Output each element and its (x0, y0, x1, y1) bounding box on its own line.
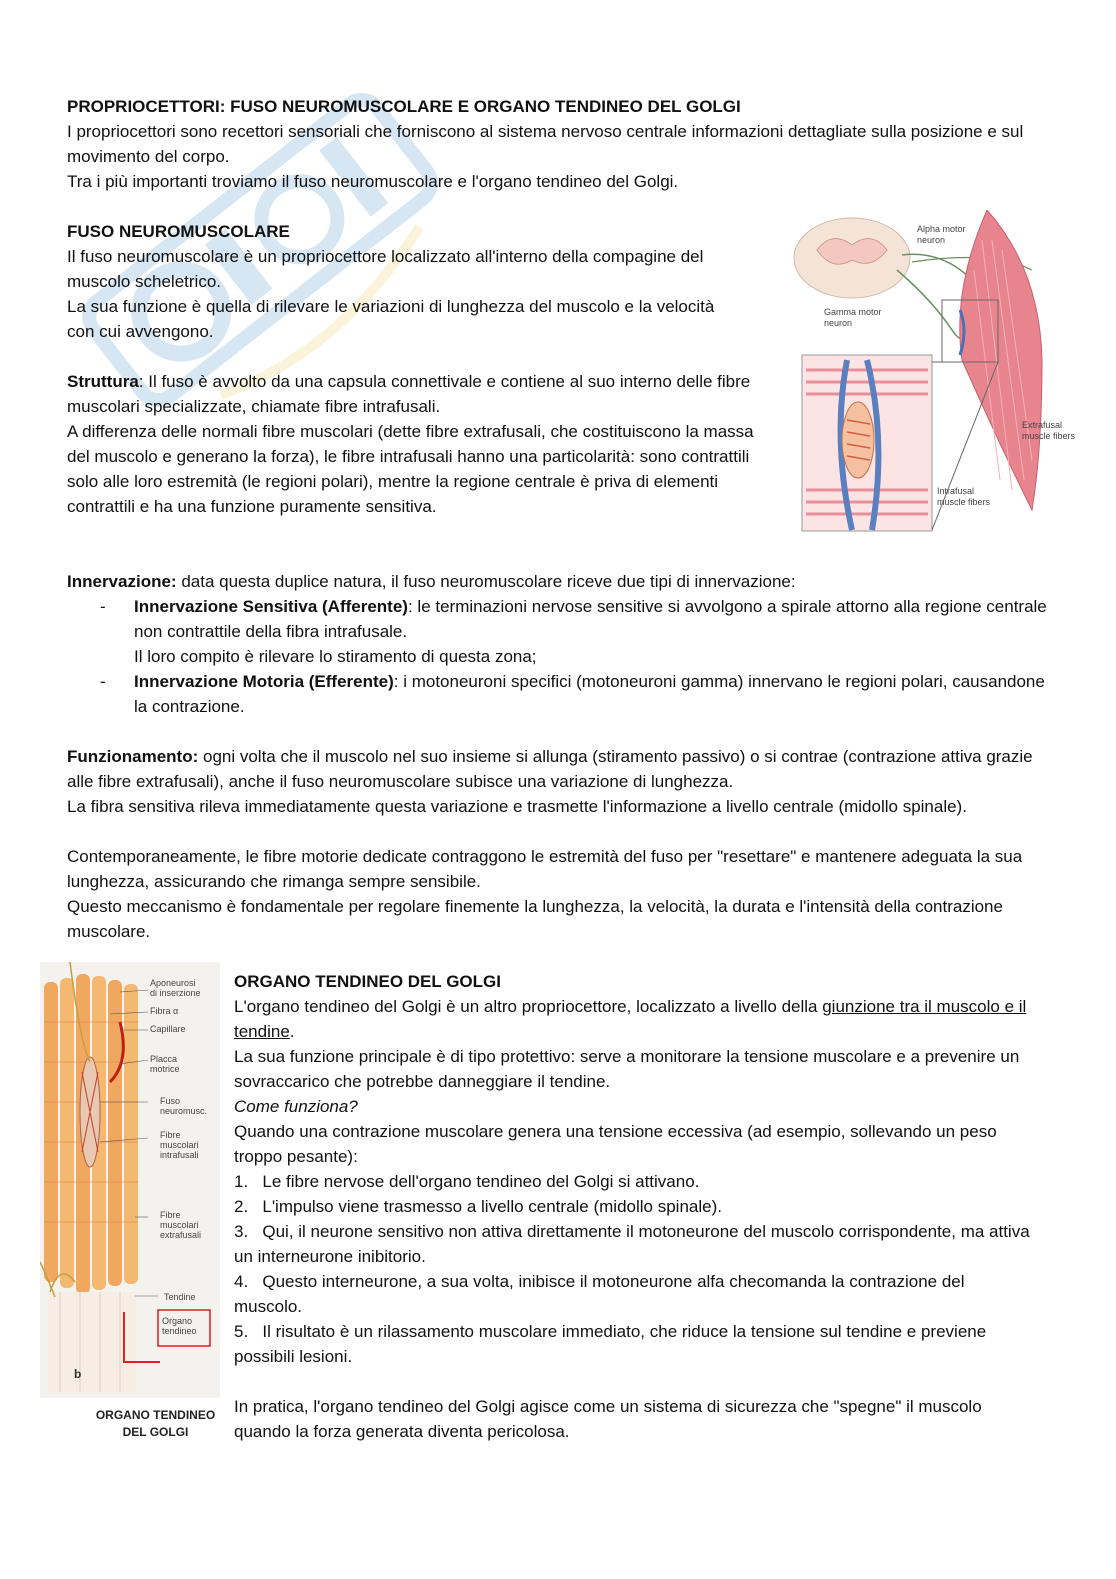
golgi-paragraph-4: In pratica, l'organo tendineo del Golgi agisce come un sistema di sicurezza che "spegne" il muscolo quando la forza generata diventa pericolosa. (234, 1397, 982, 1441)
step-text: Le fibre nervose dell'organo tendineo del Golgi si attivano. (262, 1172, 700, 1191)
fig1-label-intrafusal-2: muscle fibers (937, 497, 991, 507)
step-number: 2. (234, 1197, 249, 1216)
step-number: 1. (234, 1172, 249, 1191)
fig2-label-extrafusali: Fibre (160, 1210, 181, 1220)
golgi-steps (234, 1169, 1034, 1369)
funzionamento-paragraph-4: Questo meccanismo è fondamentale per regolare finemente la lunghezza, la velocità, la durata e l'intensità della contrazione muscolare. (67, 897, 1003, 941)
list-item (234, 1219, 1034, 1269)
fig1-label-extrafusal: Extrafusal (1022, 420, 1063, 430)
fig2-label-aponeurosi-2: di inserzione (150, 988, 201, 998)
golgi-paragraph-1 (234, 994, 1034, 1044)
list-item (234, 1194, 1034, 1219)
fig2-label-fibra: Fibra α (150, 1006, 179, 1016)
golgi-p1-underlined: giunzione tra il muscolo e il tendine (234, 997, 1027, 1041)
golgi-p1-end: . (289, 1022, 295, 1041)
fig1-label-alpha: Alpha motor (917, 224, 966, 234)
golgi-tendon-figure (40, 962, 220, 1448)
fig1-label-intrafusal: Intrafusal (937, 486, 975, 496)
fig2-label-extrafusali-2: muscolari (160, 1220, 199, 1230)
fig2-label-organo-2: tendineo (162, 1326, 197, 1336)
fig2-label-fuso: Fuso (160, 1096, 181, 1106)
fig1-label-extrafusal-2: muscle fibers (1022, 431, 1076, 441)
struttura-text: : Il fuso è avvolto da una capsula connettivale e contiene al suo interno delle fibre muscolari specializzate, chiamate fibre intrafusali. (67, 372, 751, 416)
fig2-label-placca: Placca (150, 1054, 178, 1064)
golgi-question: Come funziona? (234, 1097, 358, 1116)
step-number: 4. (234, 1272, 249, 1291)
fuso-heading: FUSO NEUROMUSCOLARE (67, 222, 290, 241)
list-item (234, 1269, 1034, 1319)
fig1-label-alpha-2: neuron (917, 235, 946, 245)
innervazione-paragraph (67, 569, 1057, 594)
fig2-panel-letter: b (74, 1367, 82, 1381)
list-item (234, 1169, 1034, 1194)
fig2-label-tendine: Tendine (164, 1292, 196, 1302)
funzionamento-text: ogni volta che il muscolo nel suo insieme si allunga (stiramento passivo) o si contrae (contrazione attiva grazie alle fibre extrafusali), anche il fuso neuromuscolare subisce una variazione di lunghezza. (67, 747, 1033, 791)
fig2-label-extrafusali-3: extrafusali (160, 1230, 202, 1240)
intro-paragraph: I propriocettori sono recettori sensoriali che forniscono al sistema nervoso centrale informazioni dettagliate sulla posizione e sul movimento del corpo. (67, 122, 1024, 166)
fig2-label-placca-2: motrice (150, 1064, 180, 1074)
golgi-p1-text: L'organo tendineo del Golgi è un altro propriocettore, localizzato a livello della (234, 997, 823, 1016)
golgi-figure-caption: ORGANO TENDINEO DEL GOLGI (95, 1408, 216, 1439)
golgi-paragraph-2: La sua funzione principale è di tipo protettivo: serve a monitorare la tensione muscolare e a prevenire un sovraccarico che potrebbe danneggiare il tendine. (234, 1047, 1020, 1091)
list-item (234, 1319, 1034, 1369)
bullet-label: Innervazione Sensitiva (Afferente) (134, 597, 408, 616)
document-title: PROPRIOCETTORI: FUSO NEUROMUSCOLARE E ORGANO TENDINEO DEL GOLGI (67, 97, 741, 116)
innervazione-label: Innervazione: (67, 572, 177, 591)
fig1-label-gamma: Gamma motor (824, 307, 882, 317)
golgi-paragraph-3: Quando una contrazione muscolare genera una tensione eccessiva (ad esempio, sollevando un peso troppo pesante): (234, 1122, 997, 1166)
bullet-extra: Il loro compito è rilevare lo stiramento di questa zona; (134, 647, 537, 666)
list-item (67, 669, 1057, 719)
bullet-dash: - (100, 597, 106, 616)
list-item (67, 594, 1057, 669)
innervazione-text: data questa duplice natura, il fuso neuromuscolare riceve due tipi di innervazione: (176, 572, 796, 591)
step-number: 3. (234, 1222, 249, 1241)
step-text: Qui, il neurone sensitivo non attiva direttamente il motoneurone del muscolo corrispondente, ma attiva un interneurone inibitorio. (234, 1222, 1030, 1266)
bullet-text: : i motoneuroni specifici (motoneuroni gamma) innervano le regioni polari, causandone la contrazione. (134, 672, 1045, 716)
funzionamento-paragraph-2: La fibra sensitiva rileva immediatamente questa variazione e trasmette l'informazione a livello centrale (midollo spinale). (67, 797, 967, 816)
funzionamento-label: Funzionamento: (67, 747, 199, 766)
bullet-label: Innervazione Motoria (Efferente) (134, 672, 394, 691)
step-text: L'impulso viene trasmesso a livello centrale (midollo spinale). (262, 1197, 722, 1216)
fig2-label-intrafusali-3: intrafusali (160, 1150, 199, 1160)
fig2-label-fuso-2: neuromusc. (160, 1106, 208, 1116)
innervazione-list (67, 594, 1057, 719)
bullet-text: : le terminazioni nervose sensitive si avvolgono a spirale attorno alla regione centrale non contrattile della fibra intrafusale. (134, 597, 1047, 641)
struttura-paragraph (67, 369, 767, 419)
step-number: 5. (234, 1322, 249, 1341)
intro-paragraph-2: Tra i più importanti troviamo il fuso neuromuscolare e l'organo tendineo del Golgi. (67, 172, 679, 191)
fig2-label-organo: Organo (162, 1316, 193, 1326)
struttura-paragraph-2: A differenza delle normali fibre muscolari (dette fibre extrafusali, che costituiscono la massa del muscolo e generano la forza), le fibre intrafusali hanno una particolarità: sono contrattili solo alle loro estremità (le regioni polari), mentre la regione centrale è priva di elementi contrattili e ha una funzione puramente sensitiva. (67, 422, 754, 516)
fig2-label-intrafusali-2: muscolari (160, 1140, 199, 1150)
funzionamento-paragraph-3: Contemporaneamente, le fibre motorie dedicate contraggono le estremità del fuso per "resettare" e mantenere adeguata la sua lunghezza, assicurando che rimanga sempre sensibile. (67, 847, 1023, 891)
fig2-label-intrafusali: Fibre (160, 1130, 181, 1140)
fuso-paragraph-2: La sua funzione è quella di rilevare le variazioni di lunghezza del muscolo e la velocità con cui avvengono. (67, 297, 715, 341)
step-text: Questo interneurone, a sua volta, inibisce il motoneurone alfa checomanda la contrazione del muscolo. (234, 1272, 965, 1316)
golgi-heading: ORGANO TENDINEO DEL GOLGI (234, 972, 501, 991)
muscle-spindle-figure (792, 210, 1084, 538)
fig1-label-gamma-2: neuron (824, 318, 853, 328)
funzionamento-paragraph (67, 744, 1057, 794)
struttura-label: Struttura (67, 372, 139, 391)
fuso-paragraph-1: Il fuso neuromuscolare è un propriocettore localizzato all'interno della compagine del muscolo scheletrico. (67, 247, 704, 291)
fig2-label-capillare: Capillare (150, 1024, 186, 1034)
fig2-label-aponeurosi: Aponeurosi (150, 978, 196, 988)
step-text: Il risultato è un rilassamento muscolare immediato, che riduce la tensione sul tendine e previene possibili lesioni. (234, 1322, 987, 1366)
bullet-dash: - (100, 672, 106, 691)
